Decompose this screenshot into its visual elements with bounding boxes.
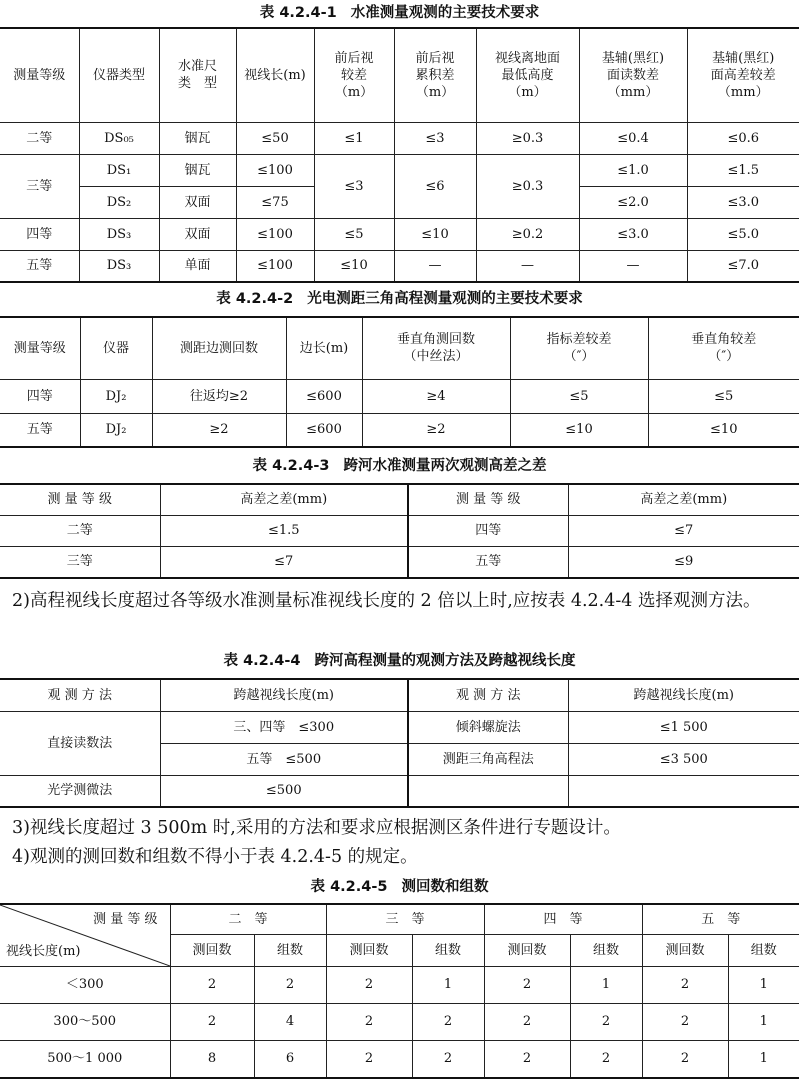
cell: 1 bbox=[728, 1003, 799, 1040]
cell: 往返均≥2 bbox=[152, 379, 286, 413]
table2 bbox=[0, 316, 799, 448]
t1-h-height-diff: 基辅(黑红) 面高差较差 （mm） bbox=[687, 28, 799, 122]
cell: 2 bbox=[170, 966, 254, 1003]
table4 bbox=[0, 678, 799, 808]
cell: ≥0.2 bbox=[476, 218, 579, 250]
table1 bbox=[0, 27, 799, 283]
cell: — bbox=[394, 250, 476, 282]
cell: 2 bbox=[254, 966, 326, 1003]
t3-h-grade: 测 量 等 级 bbox=[408, 484, 568, 515]
cell: ≤3.0 bbox=[687, 186, 799, 218]
sub-groups: 组数 bbox=[412, 934, 484, 966]
table3-header-row bbox=[0, 484, 799, 515]
cell: 4 bbox=[254, 1003, 326, 1040]
table4-number: 表 4.2.4-4 bbox=[223, 653, 301, 669]
cell: ≥2 bbox=[152, 413, 286, 447]
cell: 2 bbox=[484, 966, 570, 1003]
table3-title: 跨河水准测量两次观测高差之差 bbox=[343, 458, 547, 474]
cell: 2 bbox=[170, 1003, 254, 1040]
table-row bbox=[0, 413, 799, 447]
t4-h-length: 跨越视线长度(m) bbox=[160, 679, 408, 711]
cell: 五等 ≤500 bbox=[160, 743, 408, 775]
cell: 三等 bbox=[0, 154, 79, 218]
t1-h-fb-accum: 前后视 累积差 （m） bbox=[394, 28, 476, 122]
cell: ≤5 bbox=[510, 379, 648, 413]
cell: ≤0.6 bbox=[687, 122, 799, 154]
table5-caption bbox=[0, 877, 799, 897]
cell: — bbox=[476, 250, 579, 282]
table-row bbox=[0, 154, 799, 186]
table5-title: 测回数和组数 bbox=[401, 879, 489, 895]
t2-h-side: 边长(m) bbox=[286, 317, 362, 379]
cell: 四等 bbox=[408, 515, 568, 546]
cell: ≤7 bbox=[568, 515, 799, 546]
t2-h-grade: 测量等级 bbox=[0, 317, 80, 379]
table-row bbox=[0, 218, 799, 250]
cell: ≥2 bbox=[362, 413, 510, 447]
table-row bbox=[0, 122, 799, 154]
table1-caption bbox=[0, 3, 799, 23]
cell: ≤10 bbox=[510, 413, 648, 447]
cell: ≤1 bbox=[314, 122, 394, 154]
t2-h-vert-rounds: 垂直角测回数 （中丝法） bbox=[362, 317, 510, 379]
cell: ≤3 bbox=[394, 122, 476, 154]
table4-caption bbox=[0, 651, 799, 671]
table4-title: 跨河高程测量的观测方法及跨越视线长度 bbox=[314, 653, 576, 669]
cell: ≤100 bbox=[236, 250, 314, 282]
cell: 铟瓦 bbox=[159, 154, 236, 186]
diag-bottom-label: 视线长度(m) bbox=[6, 943, 81, 959]
cell: ≤3 500 bbox=[568, 743, 799, 775]
t2-h-rounds: 测距边测回数 bbox=[152, 317, 286, 379]
paragraph-2: 2)高程视线长度超过各等级水准测量标准视线长度的 2 倍以上时,应按表 4.2.4-4 选择观测方法。 bbox=[12, 591, 761, 611]
cell: 四等 bbox=[0, 218, 79, 250]
table-row bbox=[0, 711, 799, 743]
cell: 单面 bbox=[159, 250, 236, 282]
t3-h-diff: 高差之差(mm) bbox=[568, 484, 799, 515]
sub-rounds: 测回数 bbox=[484, 934, 570, 966]
cell: DJ₂ bbox=[80, 379, 152, 413]
cell: ≤100 bbox=[236, 218, 314, 250]
t1-h-fb-diff: 前后视 较差 （m） bbox=[314, 28, 394, 122]
table1-title: 水准测量观测的主要技术要求 bbox=[350, 5, 540, 21]
cell: ≤500 bbox=[160, 775, 408, 807]
cell: ≤5 bbox=[648, 379, 799, 413]
cell: ≤3 bbox=[314, 154, 394, 218]
cell: 光学测微法 bbox=[0, 775, 160, 807]
t2-h-instrument: 仪器 bbox=[80, 317, 152, 379]
cell: DS₂ bbox=[79, 186, 159, 218]
t1-h-min-height: 视线离地面 最低高度 （m） bbox=[476, 28, 579, 122]
cell: 五等 bbox=[0, 250, 79, 282]
cell: ≥0.3 bbox=[476, 122, 579, 154]
cell: ≤10 bbox=[648, 413, 799, 447]
diagonal-header-cell bbox=[0, 904, 170, 966]
t1-h-sight: 视线长(m) bbox=[236, 28, 314, 122]
cell: DJ₂ bbox=[80, 413, 152, 447]
cell: ≤600 bbox=[286, 379, 362, 413]
t3-h-diff: 高差之差(mm) bbox=[160, 484, 408, 515]
t1-h-staff: 水准尺 类 型 bbox=[159, 28, 236, 122]
cell: ≤10 bbox=[314, 250, 394, 282]
cell-length: 300～500 bbox=[0, 1003, 170, 1040]
sub-groups: 组数 bbox=[254, 934, 326, 966]
cell: 三、四等 ≤300 bbox=[160, 711, 408, 743]
t1-h-reading-diff: 基辅(黑红) 面读数差 （mm） bbox=[579, 28, 687, 122]
t1-h-instrument: 仪器类型 bbox=[79, 28, 159, 122]
table2-header-row bbox=[0, 317, 799, 379]
cell: ≤3.0 bbox=[579, 218, 687, 250]
cell: 2 bbox=[484, 1040, 570, 1078]
cell: 2 bbox=[484, 1003, 570, 1040]
table-row bbox=[0, 546, 799, 578]
cell: ≤7.0 bbox=[687, 250, 799, 282]
cell: ≥4 bbox=[362, 379, 510, 413]
cell: 五等 bbox=[408, 546, 568, 578]
table2-caption bbox=[0, 289, 799, 309]
cell: ≤2.0 bbox=[579, 186, 687, 218]
t2-h-vert-diff: 垂直角较差 （″） bbox=[648, 317, 799, 379]
t3-h-grade: 测 量 等 级 bbox=[0, 484, 160, 515]
cell: 1 bbox=[728, 1040, 799, 1078]
cell: DS₃ bbox=[79, 218, 159, 250]
table-row bbox=[0, 1003, 799, 1040]
table1-number: 表 4.2.4-1 bbox=[259, 5, 337, 21]
sub-rounds: 测回数 bbox=[170, 934, 254, 966]
sub-rounds: 测回数 bbox=[326, 934, 412, 966]
cell: 2 bbox=[326, 966, 412, 1003]
table-row bbox=[0, 250, 799, 282]
table5-number: 表 4.2.4-5 bbox=[310, 879, 388, 895]
cell: ≤9 bbox=[568, 546, 799, 578]
cell: 2 bbox=[642, 1003, 728, 1040]
cell: 五等 bbox=[0, 413, 80, 447]
sub-groups: 组数 bbox=[570, 934, 642, 966]
cell: ≤1.0 bbox=[579, 154, 687, 186]
cell: 铟瓦 bbox=[159, 122, 236, 154]
cell: ≤1.5 bbox=[687, 154, 799, 186]
table-row bbox=[0, 515, 799, 546]
cell: 2 bbox=[570, 1040, 642, 1078]
cell: ≤7 bbox=[160, 546, 408, 578]
cell: ≤600 bbox=[286, 413, 362, 447]
cell-length: 500～1 000 bbox=[0, 1040, 170, 1078]
diag-top-label: 测 量 等 级 bbox=[93, 912, 158, 927]
table3 bbox=[0, 483, 799, 579]
cell: 2 bbox=[642, 966, 728, 1003]
sub-groups: 组数 bbox=[728, 934, 799, 966]
table-row bbox=[0, 775, 799, 807]
cell: 2 bbox=[326, 1003, 412, 1040]
table2-title: 光电测距三角高程测量观测的主要技术要求 bbox=[307, 291, 583, 307]
cell: ≤1 500 bbox=[568, 711, 799, 743]
table1-header-row bbox=[0, 28, 799, 122]
cell: ≤5 bbox=[314, 218, 394, 250]
cell: 2 bbox=[642, 1040, 728, 1078]
cell: 1 bbox=[570, 966, 642, 1003]
cell: ≤5.0 bbox=[687, 218, 799, 250]
cell: 二等 bbox=[0, 122, 79, 154]
cell: 测距三角高程法 bbox=[408, 743, 568, 775]
cell: ≤75 bbox=[236, 186, 314, 218]
table3-number: 表 4.2.4-3 bbox=[252, 458, 330, 474]
t4-h-method: 观 测 方 法 bbox=[0, 679, 160, 711]
cell-length: ＜300 bbox=[0, 966, 170, 1003]
cell: 四等 bbox=[0, 379, 80, 413]
grade-header-5: 五 等 bbox=[642, 904, 799, 934]
table5 bbox=[0, 903, 799, 1079]
table4-header-row bbox=[0, 679, 799, 711]
cell: — bbox=[579, 250, 687, 282]
t2-h-index-diff: 指标差较差 （″） bbox=[510, 317, 648, 379]
cell: 2 bbox=[326, 1040, 412, 1078]
cell: 2 bbox=[412, 1040, 484, 1078]
cell: 8 bbox=[170, 1040, 254, 1078]
table2-number: 表 4.2.4-2 bbox=[216, 291, 294, 307]
table-row bbox=[0, 379, 799, 413]
cell: DS₀₅ bbox=[79, 122, 159, 154]
cell: 2 bbox=[412, 1003, 484, 1040]
table-row bbox=[0, 966, 799, 1003]
table-row bbox=[0, 1040, 799, 1078]
cell: 双面 bbox=[159, 186, 236, 218]
cell: 双面 bbox=[159, 218, 236, 250]
cell: ≤100 bbox=[236, 154, 314, 186]
grade-header-2: 二 等 bbox=[170, 904, 326, 934]
cell: 倾斜螺旋法 bbox=[408, 711, 568, 743]
t1-h-grade: 测量等级 bbox=[0, 28, 79, 122]
cell: ≥0.3 bbox=[476, 154, 579, 218]
cell: DS₃ bbox=[79, 250, 159, 282]
cell: 二等 bbox=[0, 515, 160, 546]
t4-h-length: 跨越视线长度(m) bbox=[568, 679, 799, 711]
cell bbox=[408, 775, 568, 807]
cell: 1 bbox=[412, 966, 484, 1003]
cell: ≤50 bbox=[236, 122, 314, 154]
cell: 6 bbox=[254, 1040, 326, 1078]
table3-caption bbox=[0, 456, 799, 476]
cell: 2 bbox=[570, 1003, 642, 1040]
cell bbox=[568, 775, 799, 807]
table5-grade-row bbox=[0, 904, 799, 934]
t4-h-method: 观 测 方 法 bbox=[408, 679, 568, 711]
cell: DS₁ bbox=[79, 154, 159, 186]
sub-rounds: 测回数 bbox=[642, 934, 728, 966]
paragraph-3: 3)视线长度超过 3 500m 时,采用的方法和要求应根据测区条件进行专题设计。 bbox=[12, 818, 621, 838]
cell: ≤6 bbox=[394, 154, 476, 218]
grade-header-3: 三 等 bbox=[326, 904, 484, 934]
cell: 三等 bbox=[0, 546, 160, 578]
cell: ≤0.4 bbox=[579, 122, 687, 154]
cell: 1 bbox=[728, 966, 799, 1003]
grade-header-4: 四 等 bbox=[484, 904, 642, 934]
cell: 直接读数法 bbox=[0, 711, 160, 775]
cell: ≤1.5 bbox=[160, 515, 408, 546]
paragraph-4: 4)观测的测回数和组数不得小于表 4.2.4-5 的规定。 bbox=[12, 847, 418, 867]
cell: ≤10 bbox=[394, 218, 476, 250]
